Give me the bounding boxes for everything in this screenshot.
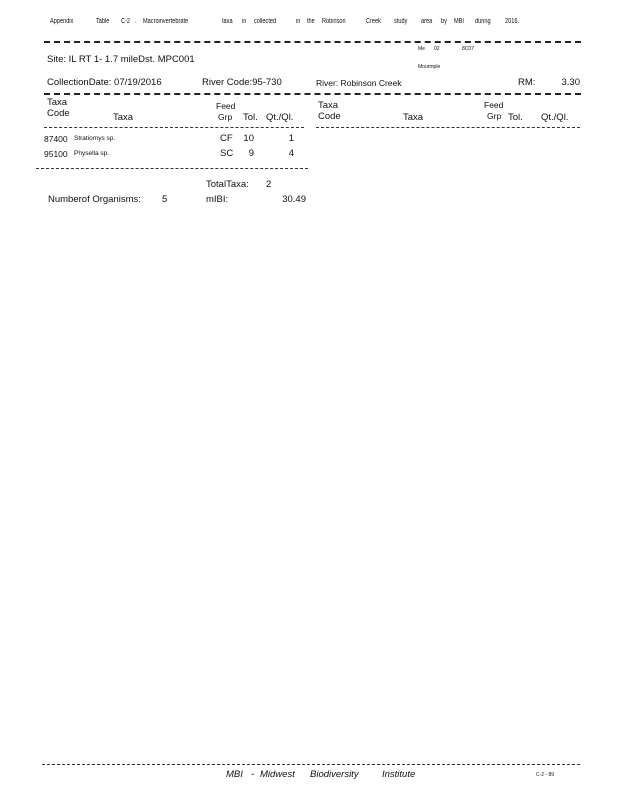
rows-rule — [36, 168, 308, 169]
col-qt: Qt./Ql. — [541, 112, 569, 123]
col-feed-grp: Grp — [487, 111, 502, 121]
rm-value: 3.30 — [561, 77, 580, 88]
footer-biodiversity: Biodiversity — [310, 769, 359, 780]
row-qt: 4 — [288, 148, 294, 159]
total-taxa-value: 2 — [266, 179, 272, 190]
col-taxa-code: Code — [47, 108, 70, 119]
header-word: Robinson — [322, 18, 346, 25]
footer-midwest: Midwest — [260, 769, 295, 780]
rm-label: RM: — [518, 77, 536, 88]
col-feed-grp: Grp — [218, 112, 233, 122]
col-tol: Tol. — [243, 112, 258, 123]
col-taxa: Taxa — [113, 112, 134, 123]
row-tol: 9 — [248, 148, 254, 159]
site-note: 8C07 — [462, 46, 474, 52]
header-word: during — [475, 18, 491, 25]
header-word: in — [296, 18, 301, 25]
column-rule-left — [44, 127, 304, 128]
row-qt: 1 — [288, 133, 294, 144]
mibi-label: mIBI: — [206, 194, 229, 205]
site-note: 02 — [434, 46, 440, 52]
organisms-value: 5 — [162, 194, 168, 205]
col-feed: Feed — [484, 100, 504, 110]
collection-date: CollectionDate: 07/19/2016 — [47, 77, 162, 88]
col-feed: Feed — [216, 101, 236, 111]
header-word: Creek — [366, 18, 381, 25]
footer-mbi: MBI — [226, 769, 243, 780]
total-taxa-label: TotalTaxa: — [206, 179, 249, 190]
row-grp: SC — [220, 148, 234, 159]
header-word: C-2 — [121, 18, 131, 25]
header-word: collected — [254, 18, 277, 25]
header-word: by — [441, 18, 447, 25]
row-grp: CF — [220, 133, 233, 144]
row-code: 95100 — [44, 149, 68, 159]
header-word: 2016. — [505, 18, 520, 25]
river-code: River Code:95-730 — [202, 77, 282, 88]
header-word: Macroinvertebrate — [143, 18, 189, 25]
header-word: in — [242, 18, 247, 25]
site-note: Mourmple — [418, 64, 441, 70]
row-tol: 10 — [243, 133, 254, 144]
site-label: Site: IL RT 1- 1.7 mileDst. MPC001 — [47, 54, 195, 65]
col-taxa: Taxa — [403, 112, 424, 123]
column-rule-right — [316, 127, 580, 128]
footer-rule — [42, 764, 580, 765]
header-word: area — [421, 18, 433, 25]
header-word: taxa — [222, 18, 233, 25]
col-tol: Tol. — [508, 112, 523, 123]
col-qt: Qt./Ql. — [266, 112, 294, 123]
site-note: Me — [418, 46, 425, 52]
col-taxa-code: Code — [318, 111, 341, 122]
col-taxa-code: Taxa — [318, 100, 339, 111]
header-rule — [44, 41, 581, 43]
header-word: the — [307, 18, 315, 25]
header-word: . — [135, 18, 137, 25]
organisms-label: Numberof Organisms: — [48, 194, 141, 205]
header-word: MBI — [454, 18, 464, 25]
header-word: Table — [96, 18, 110, 25]
footer-dash: - — [251, 769, 255, 780]
river-name: River: Robinson Creek — [316, 78, 402, 88]
row-taxa: Physella sp. — [74, 150, 110, 157]
mibi-value: 30.49 — [282, 194, 306, 205]
row-taxa: Stratiomys sp. — [74, 135, 116, 142]
header-word: Appendix — [50, 18, 74, 25]
footer-institute: Institute — [382, 769, 416, 780]
header-word: study — [394, 18, 408, 25]
page-number: C-2 - 89 — [536, 772, 555, 778]
row-code: 87400 — [44, 134, 68, 144]
col-taxa-code: Taxa — [47, 97, 68, 108]
site-rule — [44, 93, 581, 95]
